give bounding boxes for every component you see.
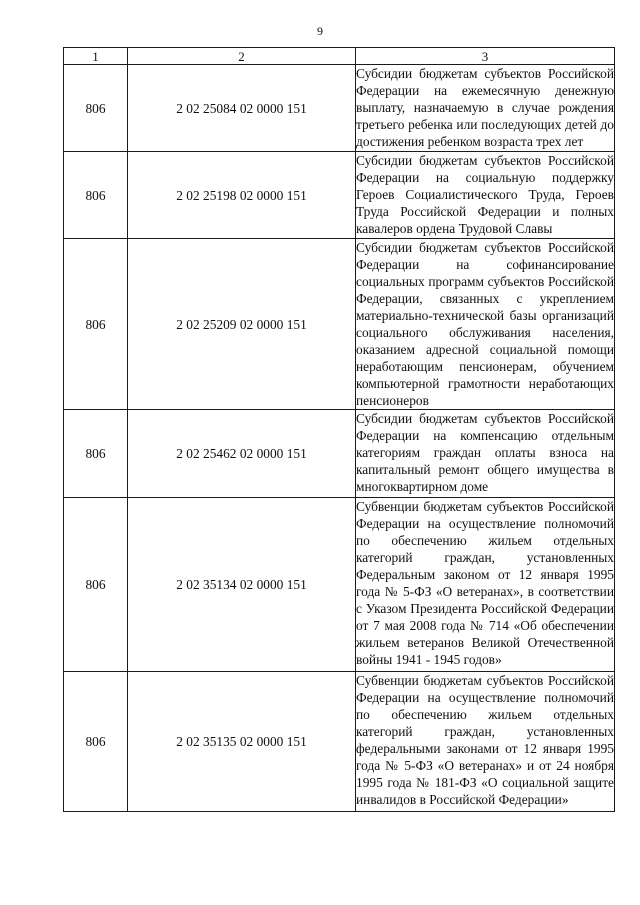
table-row bbox=[64, 410, 615, 498]
budget-code-cell: 2 02 25209 02 0000 151 bbox=[128, 239, 356, 410]
table-row bbox=[64, 65, 615, 152]
description-cell: Субсидии бюджетам субъектов Российской Федерации на компенсацию отдельным категориям граждан оплаты взноса на капитальный ремонт общего имущества в многоквартирном доме bbox=[356, 410, 615, 498]
table-row bbox=[64, 672, 615, 812]
column-header-1: 1 bbox=[64, 48, 128, 65]
admin-code-cell: 806 bbox=[64, 239, 128, 410]
description-cell: Субвенции бюджетам субъектов Российской Федерации на осуществление полномочий по обеспечению жильем отдельных категорий граждан, установленных Федеральным законом от 12 января 1995 года № 5-ФЗ «О ветеранах», в соответствии с Указом Президента Российской Федерации от 7 мая 2008 года № 714 «Об обеспечении жильем ветеранов Великой Отечественной войны 1941 - 1945 годов» bbox=[356, 498, 615, 672]
column-header-2: 2 bbox=[128, 48, 356, 65]
description-cell: Субвенции бюджетам субъектов Российской Федерации на осуществление полномочий по обеспечению жильем отдельных категорий граждан, установленных федеральными законами от 12 января 1995 года № 5-ФЗ «О ветеранах» и от 24 ноября 1995 года № 181-ФЗ «О социальной защите инвалидов в Российской Федерации» bbox=[356, 672, 615, 812]
admin-code-cell: 806 bbox=[64, 65, 128, 152]
table-row bbox=[64, 498, 615, 672]
budget-code-cell: 2 02 25198 02 0000 151 bbox=[128, 152, 356, 239]
table-header bbox=[64, 48, 615, 65]
admin-code-cell: 806 bbox=[64, 672, 128, 812]
admin-code-cell: 806 bbox=[64, 498, 128, 672]
budget-code-cell: 2 02 25084 02 0000 151 bbox=[128, 65, 356, 152]
admin-code-cell: 806 bbox=[64, 152, 128, 239]
column-header-3: 3 bbox=[356, 48, 615, 65]
budget-code-cell: 2 02 25462 02 0000 151 bbox=[128, 410, 356, 498]
description-cell: Субсидии бюджетам субъектов Российской Федерации на социальную поддержку Героев Социалистического Труда, Героев Труда Российской Федерации и полных кавалеров ордена Трудовой Славы bbox=[356, 152, 615, 239]
admin-code-cell: 806 bbox=[64, 410, 128, 498]
description-cell: Субсидии бюджетам субъектов Российской Федерации на софинансирование социальных программ субъектов Российской Федерации, связанных с укреплением материально-технической базы организаций социального обслуживания населения, оказанием адресной социальной помощи неработающим пенсионерам, обучением компьютерной грамотности неработающих пенсионеров bbox=[356, 240, 614, 408]
table-row bbox=[64, 152, 615, 239]
budget-code-cell: 2 02 35135 02 0000 151 bbox=[128, 672, 356, 812]
table-body bbox=[64, 65, 615, 812]
table-row bbox=[64, 239, 615, 410]
header-row bbox=[64, 48, 615, 65]
budget-classification-table bbox=[63, 47, 615, 812]
budget-code-cell: 2 02 35134 02 0000 151 bbox=[128, 498, 356, 672]
page-number: 9 bbox=[317, 24, 323, 38]
description-cell: Субсидии бюджетам субъектов Российской Федерации на ежемесячную денежную выплату, назначаемую в случае рождения третьего ребенка или последующих детей до достижения ребенком возраста трех лет bbox=[356, 65, 615, 152]
